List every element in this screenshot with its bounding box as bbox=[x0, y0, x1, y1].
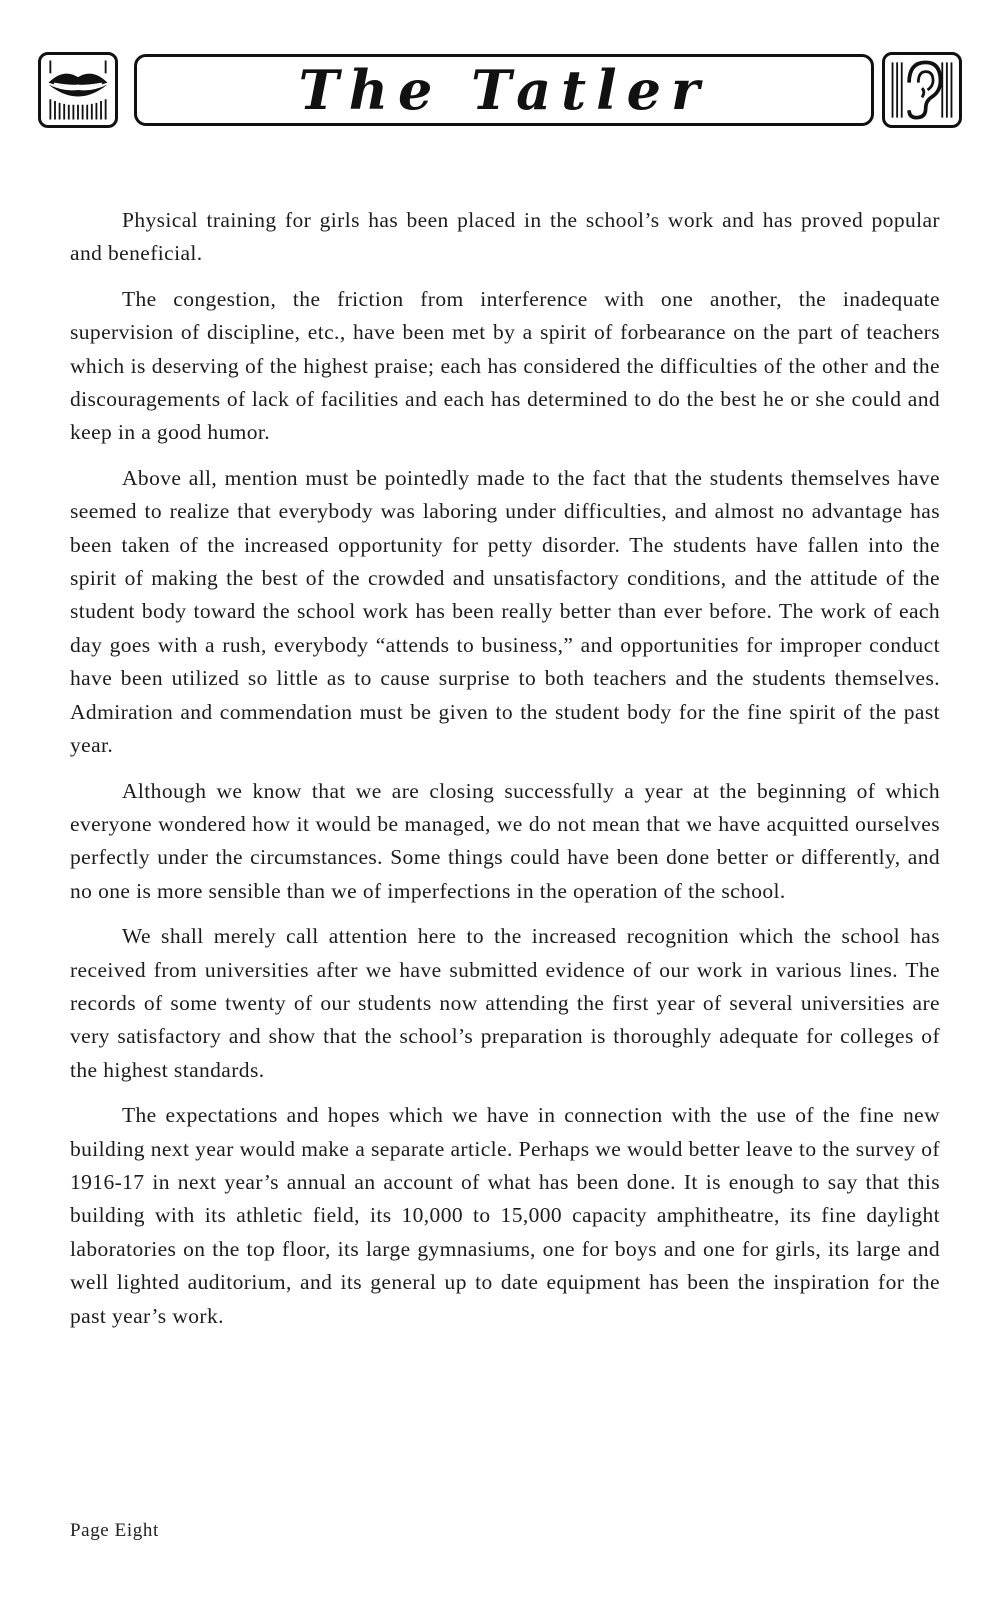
page-number: Page Eight bbox=[70, 1520, 159, 1541]
paragraph: Although we know that we are closing successfully a year at the beginning of which everyone wondered how it would be managed, we do not mean that we have acquitted ourselves perfectly under the circumstances. Some things could have been done better or differently, and no one is more sensible than we of imperfections in the operation of the school. bbox=[70, 778, 940, 903]
lips-icon bbox=[38, 52, 118, 128]
paragraph: We shall merely call attention here to the increased recognition which the school has received from universities after we have submitted evidence of our work in various lines. The records of some twenty of our students now attending the first year of several universities are very satisfactory and show that the school’s preparation is thoroughly adequate for colleges of the highest standards. bbox=[70, 924, 940, 1082]
ear-icon bbox=[882, 52, 962, 128]
masthead-title: The Tatler bbox=[298, 58, 710, 122]
article-body bbox=[70, 204, 940, 1345]
paragraph: Above all, mention must be pointedly made to the fact that the students themselves have seemed to realize that everybody was laboring under difficulties, and almost no advantage has been taken of the increased opportunity for petty disorder. The students have fallen into the spirit of making the best of the crowded and unsatisfactory conditions, and the attitude of the student body toward the school work has been really better than ever before. The work of each day goes with a rush, everybody “attends to business,” and opportunities for improper conduct have been utilized so little as to cause surprise to both teachers and the students themselves. Admiration and commendation must be given to the student body for the fine spirit of the past year. bbox=[70, 465, 940, 758]
paragraph: Physical training for girls has been placed in the school’s work and has proved popular and beneficial. bbox=[70, 208, 940, 266]
paragraph: The congestion, the friction from interference with one another, the inadequate supervision of discipline, etc., have been met by a spirit of forbearance on the part of teachers which is deserving of the highest praise; each has considered the difficulties of the other and the discouragements of lack of facilities and each has determined to do the best he or she could and keep in a good humor. bbox=[70, 286, 940, 445]
masthead bbox=[38, 48, 962, 134]
title-banner bbox=[134, 54, 874, 126]
paragraph: The expectations and hopes which we have in connection with the use of the fine new building next year would make a separate article. Perhaps we would better leave to the survey of 1916-17 in next year’s annual an account of what has been done. It is enough to say that this building with its athletic field, its 10,000 to 15,000 capacity amphitheatre, its fine daylight laboratories on the top floor, its large gymnasiums, one for boys and one for girls, its large and well lighted auditorium, and its general up to date equipment has been the inspiration for the past year’s work. bbox=[70, 1103, 940, 1328]
